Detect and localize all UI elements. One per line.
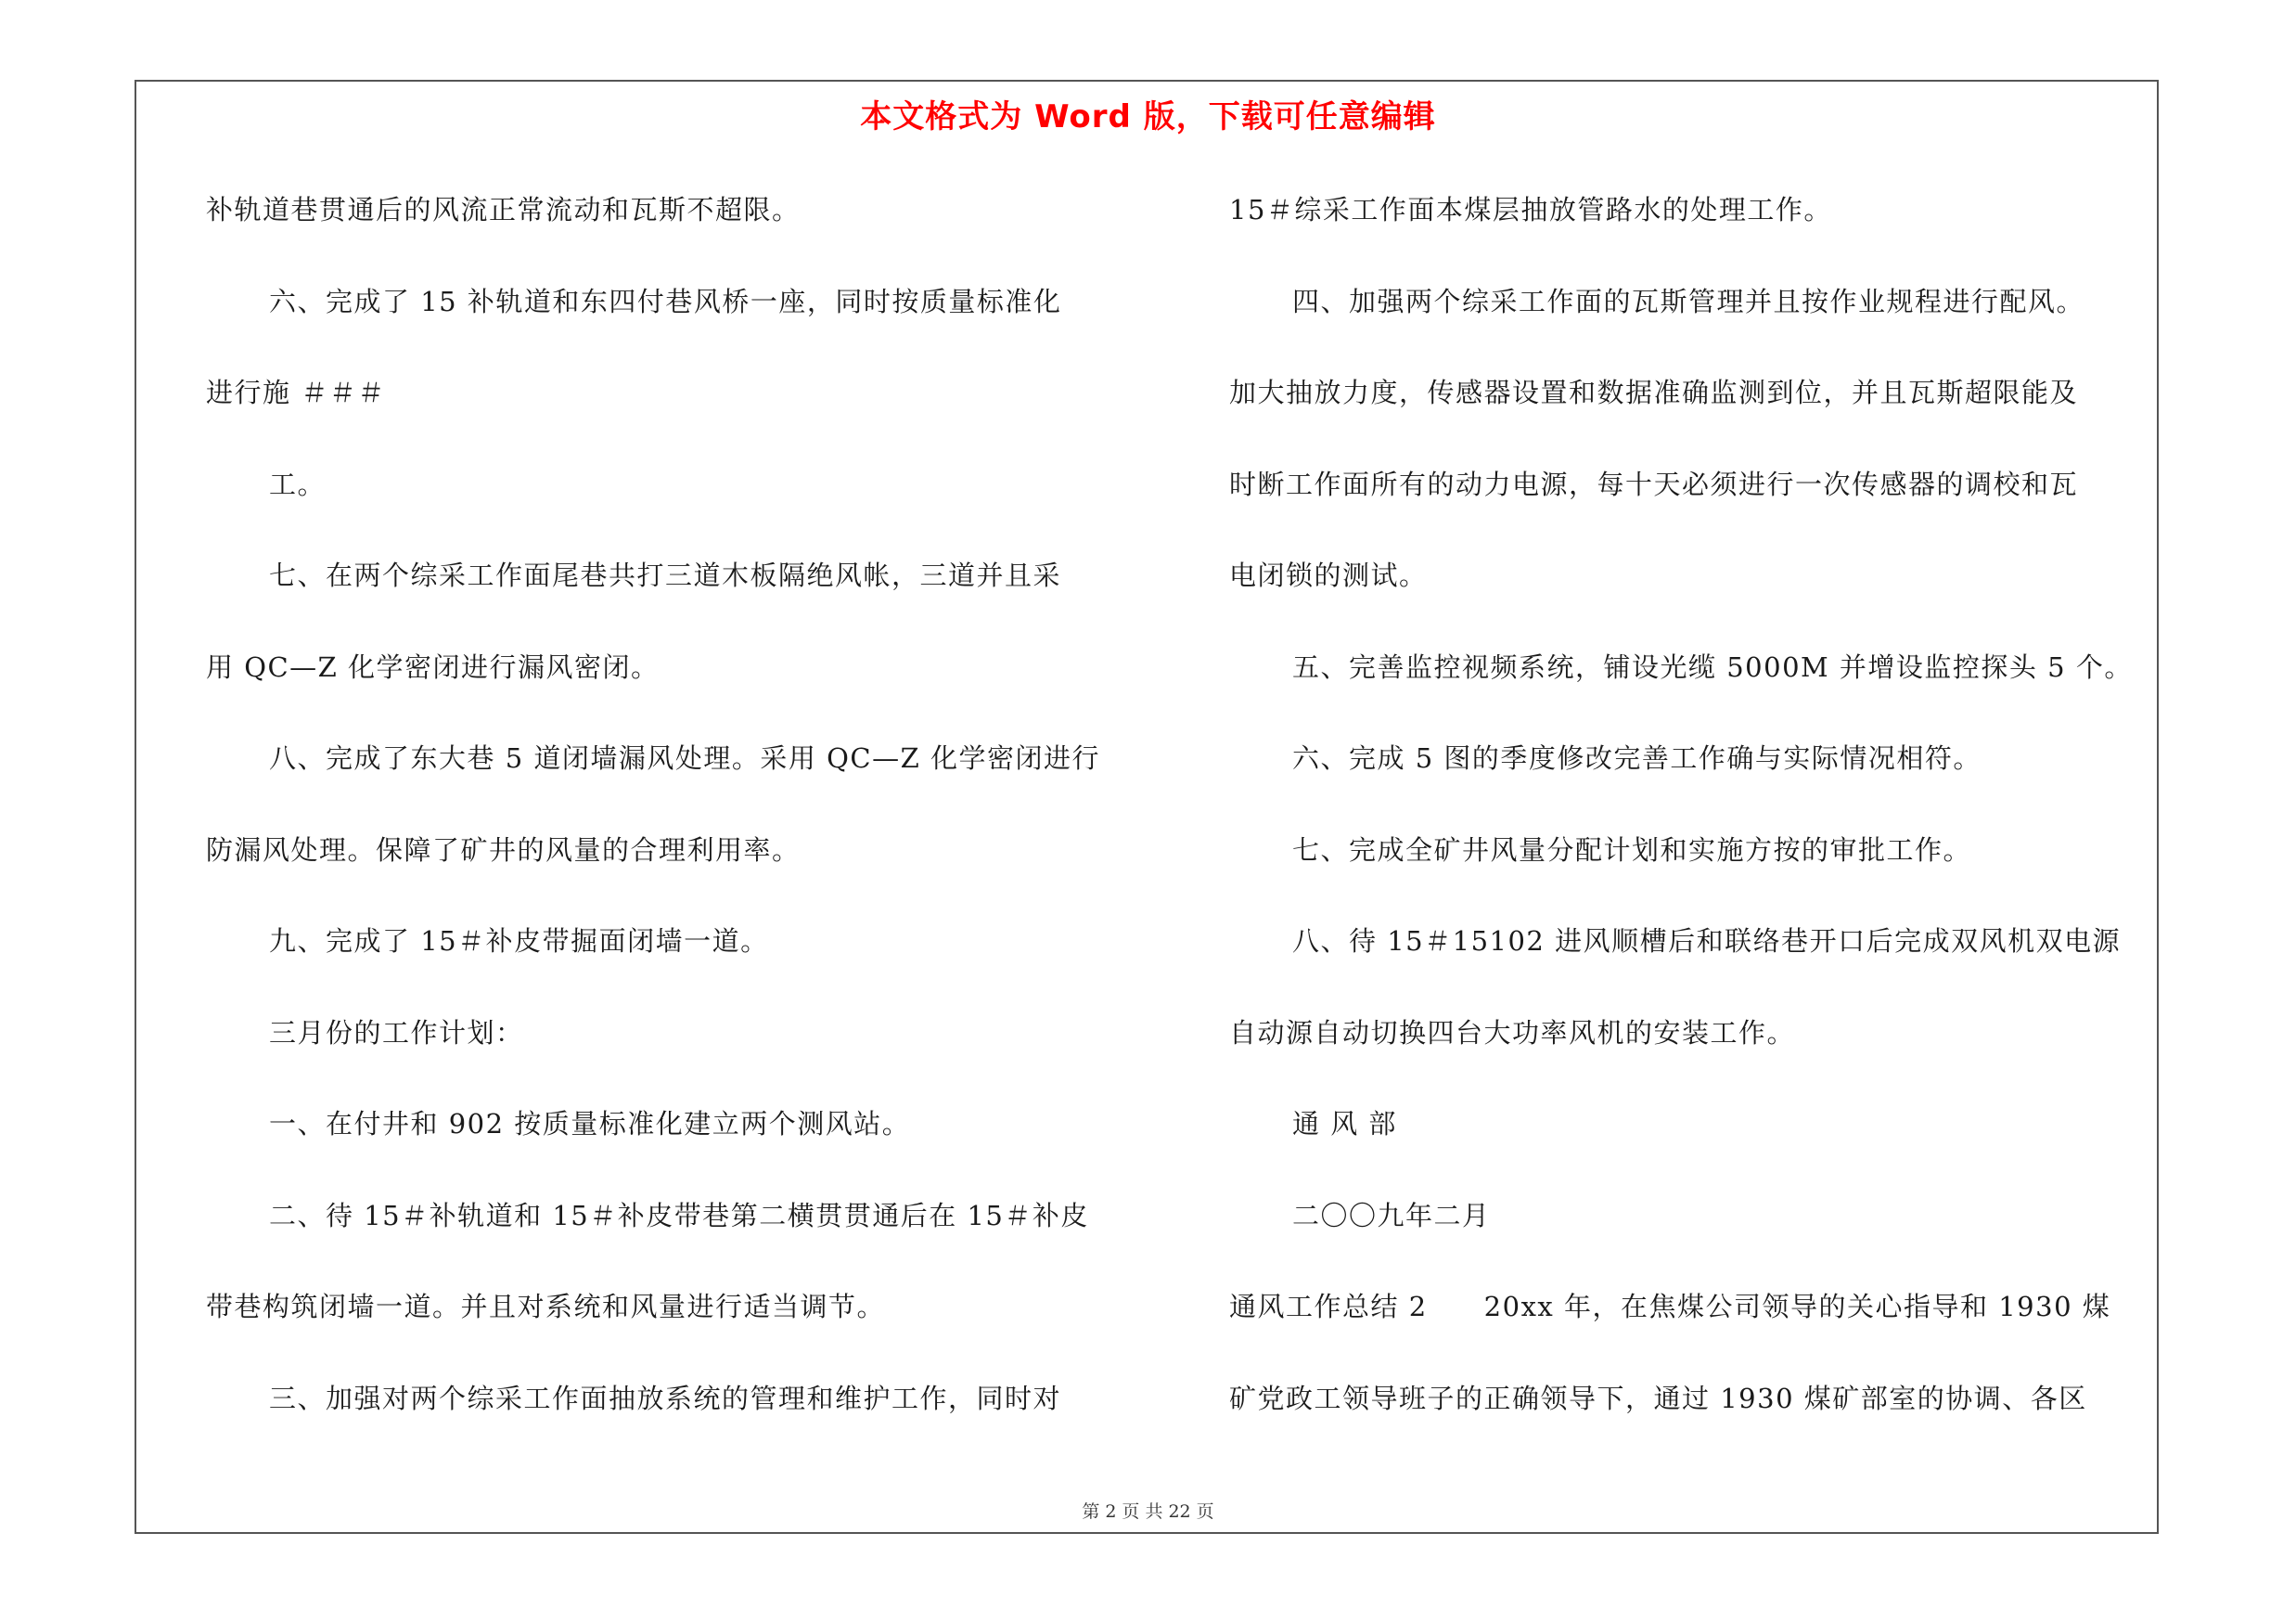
page-footer-suffix: 页: [1196, 1501, 1214, 1522]
left-column: [206, 182, 1134, 1462]
right-column-line: 矿党政工领导班子的正确领导下，通过 1930 煤矿部室的协调、各区: [1229, 1382, 2087, 1414]
left-column-line: 带巷构筑闭墙一道。并且对系统和风量进行适当调节。: [206, 1291, 886, 1322]
right-column-line: 七、完成全矿井风量分配计划和实施方按的审批工作。: [1292, 833, 1972, 866]
left-column-line: 工。: [269, 468, 327, 500]
left-column-line: 一、在付井和 902 按质量标准化建立两个测风站。: [269, 1108, 911, 1140]
left-column-line: 二、待 15＃补轨道和 15＃补皮带巷第二横贯贯通后在 15＃补皮: [269, 1199, 1089, 1231]
page-footer: [0, 1498, 2296, 1523]
page-footer-middle: 页 共: [1122, 1501, 1163, 1522]
left-column-line: 进行施 ＃＃＃: [206, 377, 386, 408]
left-column-line: 三、加强对两个综采工作面抽放系统的管理和维护工作，同时对: [269, 1382, 1062, 1414]
left-column-line: 三月份的工作计划：: [269, 1016, 524, 1049]
right-column-line: 15＃综采工作面本煤层抽放管路水的处理工作。: [1229, 194, 1832, 225]
right-column-line: 电闭锁的测试。: [1229, 560, 1428, 591]
right-column-line: 五、完善监控视频系统，铺设光缆 5000M 并增设监控探头 5 个。: [1292, 650, 2133, 683]
left-column-line: 九、完成了 15＃补皮带掘面闭墙一道。: [269, 925, 769, 957]
right-column-line: 加大抽放力度，传感器设置和数据准确监测到位，并且瓦斯超限能及: [1229, 377, 2079, 408]
left-column-line: 七、在两个综采工作面尾巷共打三道木板隔绝风帐，三道并且采: [269, 560, 1062, 591]
left-column-line: 八、完成了东大巷 5 道闭墙漏风处理。采用 QC—Z 化学密闭进行: [269, 742, 1100, 774]
left-column-line: 六、完成了 15 补轨道和东四付巷风桥一座，同时按质量标准化: [269, 285, 1062, 317]
right-column-line: 八、待 15＃15102 进风顺槽后和联络巷开口后完成双风机双电源: [1292, 925, 2122, 957]
right-column-line: 通风工作总结 2 20xx 年，在焦煤公司领导的关心指导和 1930 煤: [1229, 1291, 2111, 1322]
right-column: [1229, 182, 2185, 1462]
right-column-line: 六、完成 5 图的季度修改完善工作确与实际情况相符。: [1292, 742, 1982, 774]
page-number-total: 22: [1168, 1501, 1191, 1522]
right-column-line: 自动源自动切换四台大功率风机的安装工作。: [1229, 1016, 1796, 1049]
left-column-line: 补轨道巷贯通后的风流正常流动和瓦斯不超限。: [206, 194, 801, 225]
right-column-line: 通 风 部: [1292, 1108, 1397, 1140]
right-column-line: 时断工作面所有的动力电源，每十天必须进行一次传感器的调校和瓦: [1229, 468, 2079, 500]
header-banner: 本文格式为 Word 版，下载可任意编辑: [860, 98, 1436, 135]
left-column-line: 防漏风处理。保障了矿井的风量的合理利用率。: [206, 833, 801, 866]
right-column-line: 二〇〇九年二月: [1292, 1199, 1491, 1231]
right-column-line: 四、加强两个综采工作面的瓦斯管理并且按作业规程进行配风。: [1292, 285, 2085, 317]
page-number-current: 2: [1105, 1501, 1117, 1522]
page-footer-prefix: 第: [1082, 1501, 1100, 1522]
left-column-line: 用 QC—Z 化学密闭进行漏风密闭。: [206, 650, 660, 683]
